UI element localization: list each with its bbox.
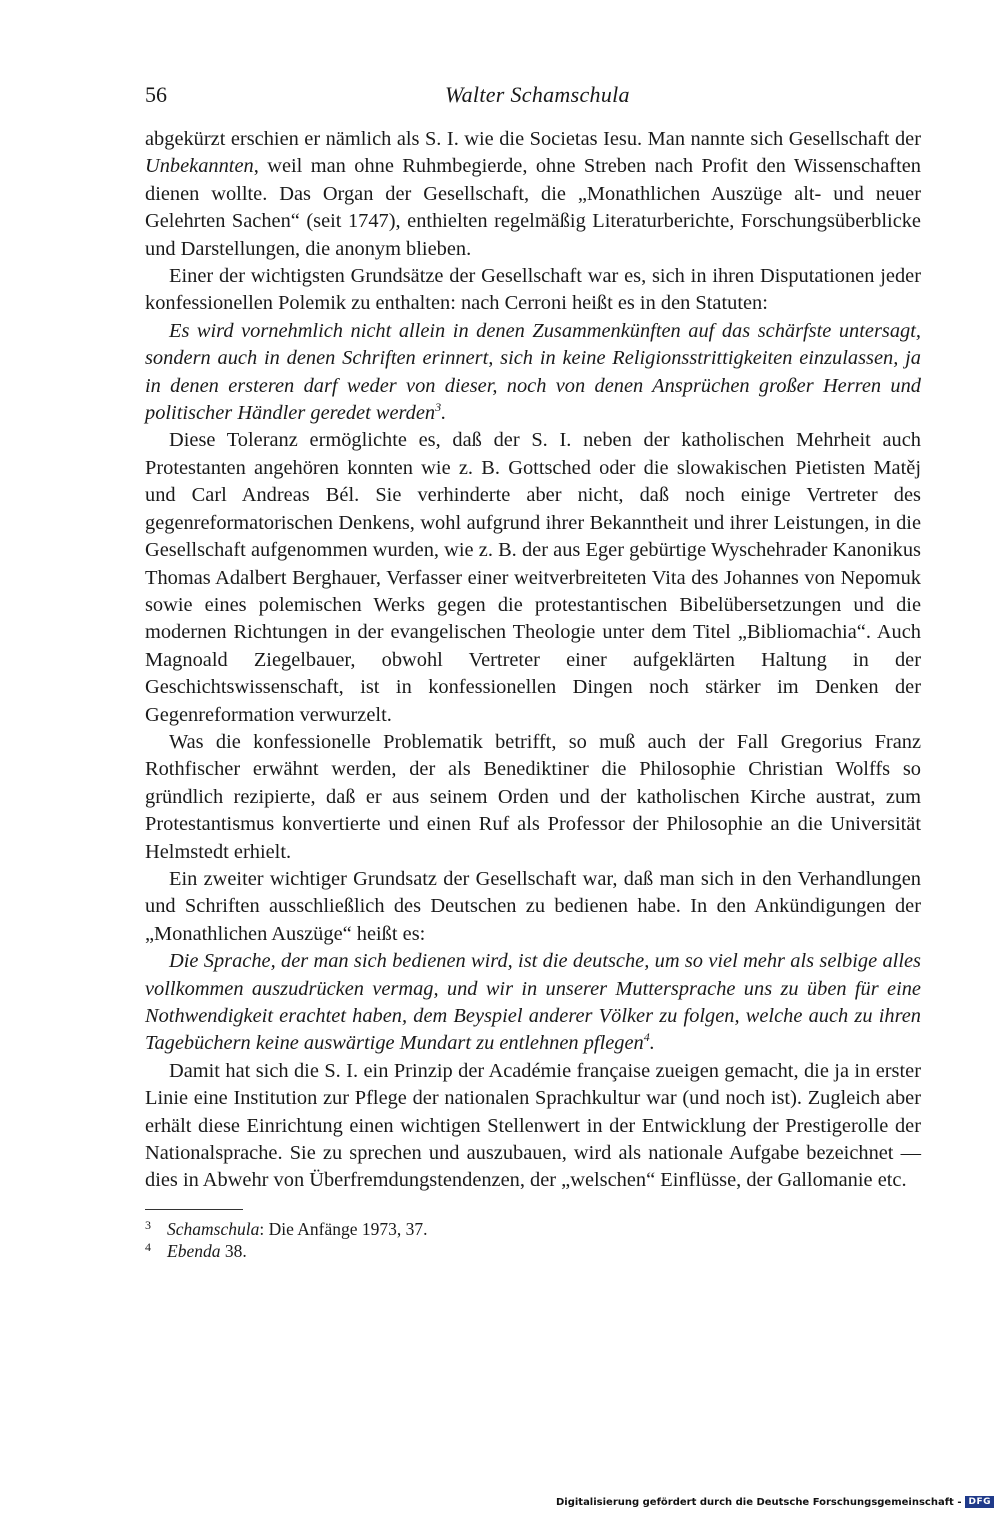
page-header: [145, 78, 921, 112]
paragraph-3: Diese Toleranz ermöglichte es, daß der S. I. neben der katholischen Mehrheit auch Protestanten angehören konnten wie z. B. Gottsched oder die slowakischen Pietisten Matěj und Carl Andreas Bél. Sie verhinderte aber nicht, daß noch einige Vertreter des gegenreformatorischen Denkens, wohl aufgrund ihrer Bekanntheit und ihrer Leistungen, in die Gesellschaft aufgenommen wurden, wie z. B. der aus Eger gebürtige Wyschehrader Kanonikus Thomas Adalbert Berghauer, Verfasser einer weitverbreiteten Vita des Johannes von Nepomuk sowie eines polemischen Werks gegen die protestantischen Bibelübersetzungen und die modernen Richtungen in der evangelischen Theologie unter dem Titel „Bibliomachia“. Auch Magnoald Ziegelbauer, obwohl Vertreter einer aufgeklärten Haltung in der Geschichtswissenschaft, ist in konfessionellen Dingen noch stärker im Denken der Gegenreformation verwurzelt.: [145, 429, 921, 726]
paragraph-6: Damit hat sich die S. I. ein Prinzip der Académie française zueigen gemacht, die ja in erster Linie eine Institution zur Pflege der nationalen Sprachkultur war (und noch ist). Zugleich aber erhält diese Einrichtung einen wichtigen Stellenwert in der Entwicklung der Prestigerolle der Nationalsprache. Sie zu sprechen und auszubauen, wird als nationale Aufgabe bezeichnet — dies in Abwehr von Überfremdungstendenzen, der „welschen“ Einflüsse, der Gallomanie etc.: [145, 1059, 921, 1192]
page-number: 56: [145, 82, 167, 107]
paragraph-1-text-a: abgekürzt erschien er nämlich als S. I. wie die Societas Iesu. Man nannte sich Gesellschaft der: [145, 128, 921, 150]
block-quote-2: [145, 948, 921, 1058]
credit-text: Digitalisierung gefördert durch die Deutsche Forschungsgemeinschaft -: [555, 1496, 962, 1508]
footnote-text: 38.: [220, 1240, 247, 1261]
block-quote-1-end: .: [441, 402, 447, 425]
footnote-mark: 3: [145, 1217, 151, 1232]
block-quote-1-text: Es wird vornehmlich nicht allein in denen Zusammenkünften auf das schärfste untersagt, sondern auch in denen Schriften erinnert, sich in keine Religionsstrittigkeiten einzulassen, ja in denen ersteren darf weder von dieser, noch von denen Ansprüchen großer Herren und politischer Händler geredet werden: [145, 319, 921, 425]
paragraph-1: [145, 126, 921, 263]
footnote-divider: [145, 1209, 243, 1210]
footnote-mark: 4: [145, 1239, 151, 1254]
digitization-credit: [556, 1496, 994, 1508]
body-text: [145, 126, 921, 1195]
block-quote-2-end: .: [649, 1032, 655, 1055]
footnote-4: [145, 1240, 921, 1262]
running-head: Walter Schamschula: [445, 82, 630, 107]
paragraph-5: Ein zweiter wichtiger Grundsatz der Gesellschaft war, daß man sich in den Verhandlungen und Schriften ausschließlich des Deutschen zu bedienen habe. In den Ankündigungen der „Monathlichen Auszüge“ heißt es:: [145, 867, 921, 945]
paragraph-4: Was die konfessionelle Problematik betrifft, so muß auch der Fall Gregorius Franz Rothfischer erwähnt werden, der als Benediktiner die Philosophie Christian Wolffs so gründlich rezipierte, daß er aus seinem Orden und der katholischen Kirche austrat, zum Protestantismus konvertierte und einen Ruf als Professor der Philosophie an die Universität Helmstedt erhielt.: [145, 730, 921, 863]
dfg-logo-icon: DFG: [965, 1496, 994, 1508]
block-quote-1: [145, 318, 921, 428]
footnote-3: [145, 1218, 921, 1240]
paragraph-1-text-b: , weil man ohne Ruhmbegierde, ohne Streben nach Profit den Wissenschaften dienen wollte. Das Organ der Gesellschaft, die „Monathlichen Auszüge alt- und neuer Gelehrten Sachen“ (seit 1747), enthielten regelmäßig Literaturberichte, Forschungsüberblicke und Darstellungen, die anonym blieben.: [145, 155, 921, 260]
footnote-author: Schamschula: [167, 1218, 260, 1239]
footnote-ref-3[interactable]: 3: [435, 400, 442, 415]
paragraph-2: Einer der wichtigsten Grundsätze der Gesellschaft war es, sich in ihren Disputationen jeder konfessionellen Polemik zu enthalten: nach Cerroni heißt es in den Statuten:: [145, 265, 921, 315]
footnote-ref-4[interactable]: 4: [643, 1030, 650, 1045]
footnote-author: Ebenda: [167, 1240, 221, 1261]
page: [145, 78, 921, 1262]
block-quote-2-text: Die Sprache, der man sich bedienen wird, ist die deutsche, um so viel mehr als selbige alles vollkommen auszudrücken vermag, und wir in unserer Muttersprache uns zu üben für eine Nothwendigkeit erachtet haben, dem Beyspiel anderer Völker zu folgen, welche auch zu ihren Tagebüchern keine auswärtige Mundart zu entlehnen pflegen: [145, 950, 921, 1055]
paragraph-1-emphasis: Unbekannten: [145, 155, 254, 178]
footnote-text: : Die Anfänge 1973, 37.: [259, 1218, 428, 1239]
footnotes: [145, 1218, 921, 1262]
